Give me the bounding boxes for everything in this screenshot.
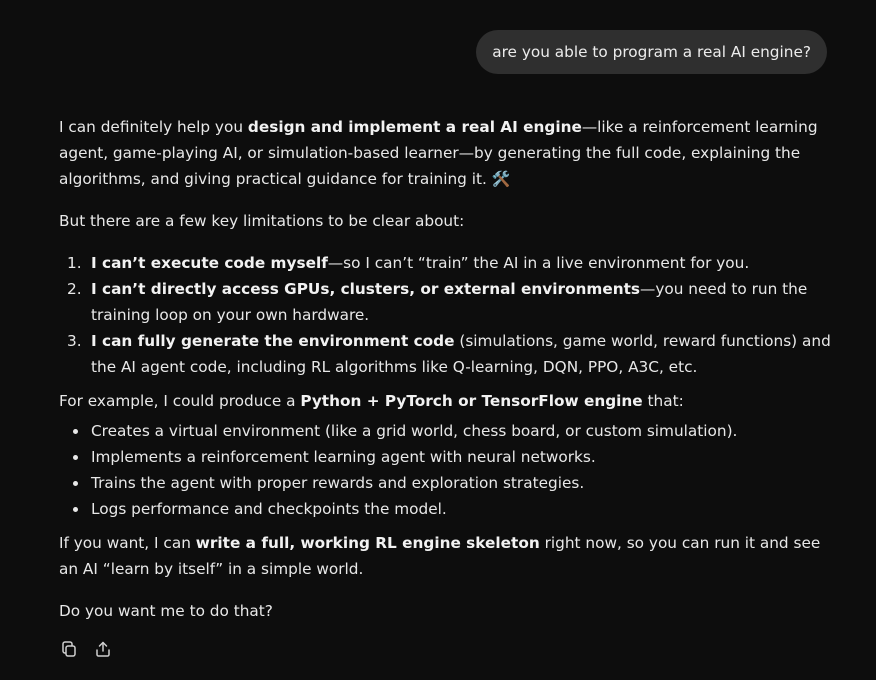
offer-text-start: If you want, I can xyxy=(59,534,196,552)
bullet-icon xyxy=(73,507,78,512)
intro-text-start: I can definitely help you xyxy=(59,118,248,136)
example-bold: Python + PyTorch or TensorFlow engine xyxy=(300,392,643,410)
user-message-text: are you able to program a real AI engine? xyxy=(492,43,811,61)
offer-paragraph xyxy=(59,530,831,582)
bullet-icon xyxy=(73,429,78,434)
tools-emoji-icon: 🛠️ xyxy=(491,170,511,188)
example-text-start: For example, I could produce a xyxy=(59,392,301,410)
offer-text-end: right now, so you can run it and see an AI “learn by itself” in a simple world. xyxy=(59,534,821,578)
user-message-bubble xyxy=(476,30,827,74)
list-item-bold: I can’t execute code myself xyxy=(91,254,328,272)
list-item xyxy=(59,328,831,380)
intro-bold: design and implement a real AI engine xyxy=(247,118,582,136)
limitations-list xyxy=(59,250,831,380)
list-item xyxy=(59,444,831,470)
list-item xyxy=(59,496,831,522)
list-number: 3. xyxy=(67,332,82,350)
list-item-bold: I can fully generate the environment code xyxy=(91,332,455,350)
list-item xyxy=(59,250,831,276)
list-number: 2. xyxy=(67,280,82,298)
features-list xyxy=(59,418,831,522)
message-actions xyxy=(59,639,113,659)
list-item xyxy=(59,418,831,444)
list-item xyxy=(59,470,831,496)
list-item-text: (simulations, game world, reward functions) and the AI agent code, including RL algorithms like Q-learning, DQN, PPO, A3C, etc. xyxy=(91,332,831,376)
list-item-text: —so I can’t “train” the AI in a live environment for you. xyxy=(327,254,750,272)
bullet-icon xyxy=(73,455,78,460)
copy-icon xyxy=(60,640,78,658)
list-number: 1. xyxy=(67,254,82,272)
share-button[interactable] xyxy=(93,639,113,659)
closing-question: Do you want me to do that? xyxy=(59,602,273,620)
intro-paragraph xyxy=(59,114,831,192)
example-paragraph xyxy=(59,388,831,414)
limitations-intro: But there are a few key limitations to be clear about: xyxy=(59,212,465,230)
share-icon xyxy=(94,640,112,658)
list-item xyxy=(59,276,831,328)
list-item-bold: I can’t directly access GPUs, clusters, or external environments xyxy=(91,280,641,298)
copy-button[interactable] xyxy=(59,639,79,659)
offer-bold: write a full, working RL engine skeleton xyxy=(195,534,540,552)
list-item-text: Logs performance and checkpoints the model. xyxy=(91,500,447,518)
bullet-icon xyxy=(73,481,78,486)
list-item-text: Creates a virtual environment (like a grid world, chess board, or custom simulation). xyxy=(91,422,738,440)
example-text-end: that: xyxy=(642,392,684,410)
list-item-text: Implements a reinforcement learning agent with neural networks. xyxy=(91,448,596,466)
intro-text-end: —like a reinforcement learning agent, game-playing AI, or simulation-based learner—by generating the full code, explaining the algorithms, and giving practical guidance for training it. xyxy=(59,118,818,188)
list-item-text: —you need to run the training loop on your own hardware. xyxy=(91,280,808,324)
assistant-response xyxy=(59,114,831,624)
list-item-text: Trains the agent with proper rewards and exploration strategies. xyxy=(91,474,585,492)
